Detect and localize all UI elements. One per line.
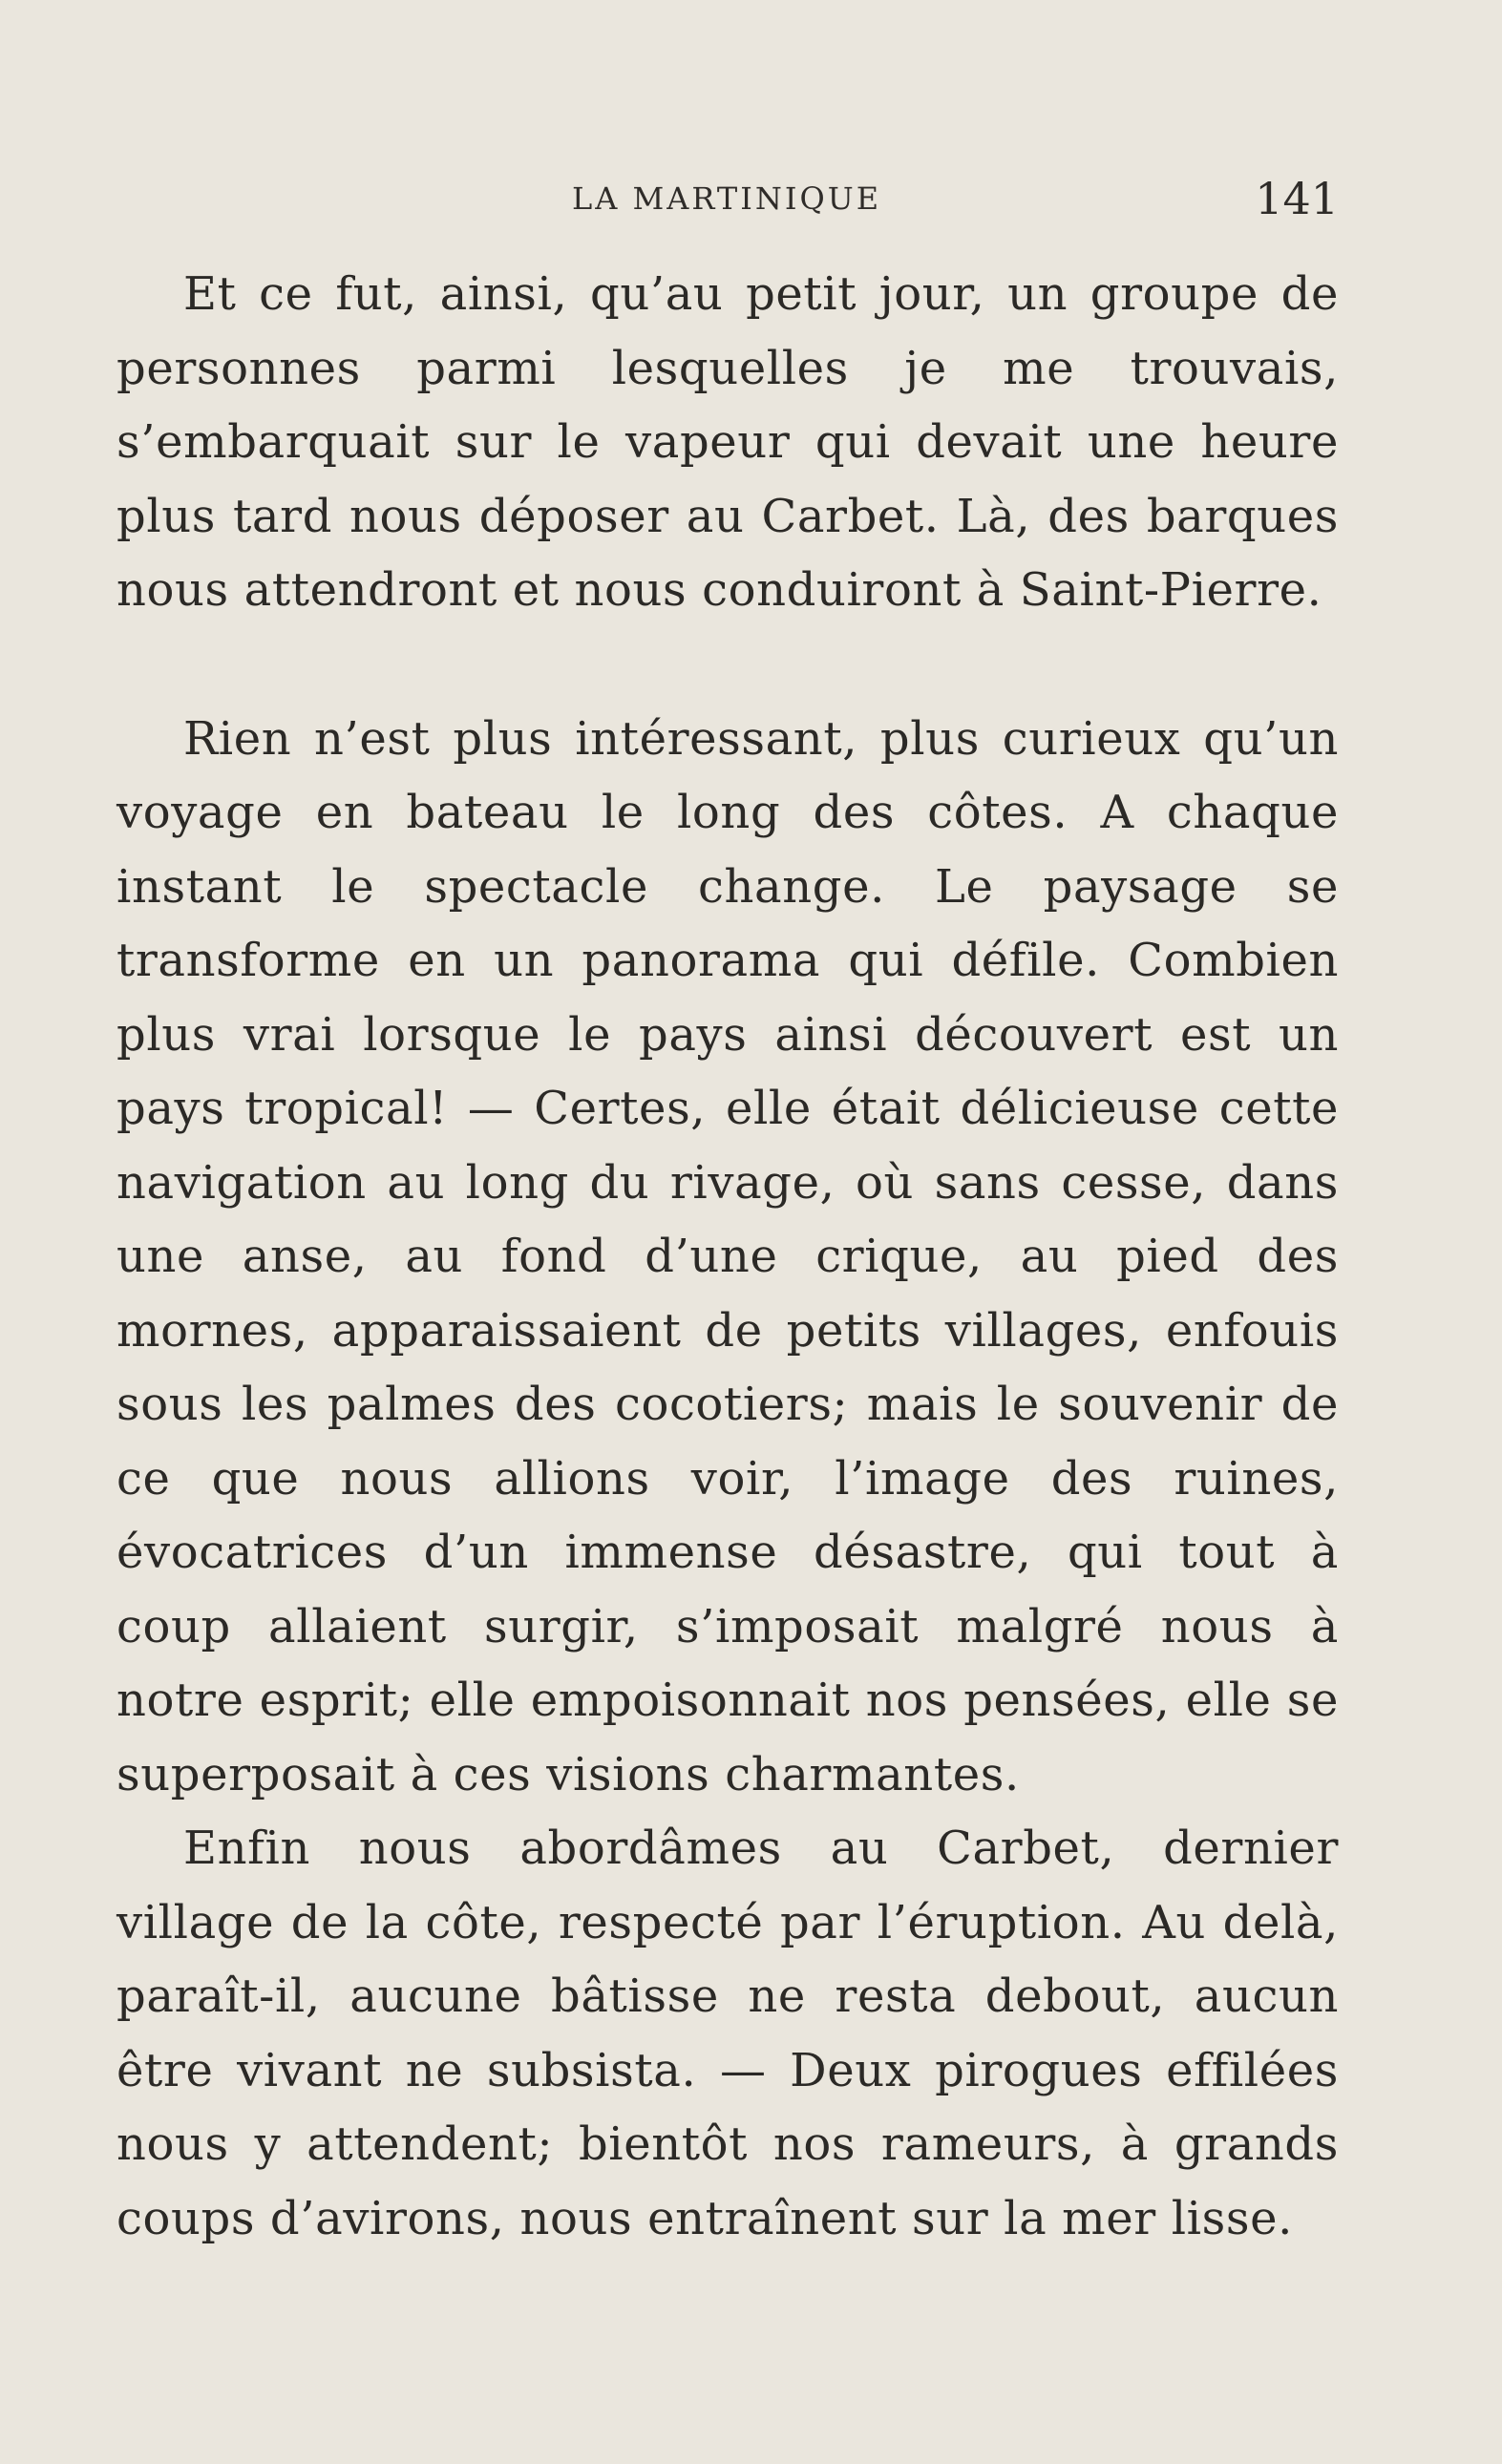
page-header [115, 173, 1339, 224]
body-text [116, 258, 1339, 2256]
page-number: 141 [1255, 173, 1339, 224]
paragraph-1: Et ce fut, ainsi, qu’au petit jour, un groupe de personnes parmi lesquelles je me trouvais, s’embarquait sur le vapeur qui devait une heure plus tard nous déposer au Carbet. Là, des barques nous attendront et nous conduiront à Saint-Pierre. [116, 267, 1339, 617]
running-title: LA MARTINIQUE [571, 180, 882, 217]
paragraph-2: Rien n’est plus intéressant, plus curieux qu’un voyage en bateau le long des côtes. A chaque instant le spectacle change. Le paysage se transforme en un panorama qui défile. Combien plus vrai lorsque le pays ainsi découvert est un pays tropical! — Certes, elle était délicieuse cette navigation au long du rivage, où sans cesse, dans une anse, au fond d’une crique, au pied des mornes, apparaissaient de petits villages, enfouis sous les palmes des cocotiers; mais le souvenir de ce que nous allions voir, l’image des ruines, évocatrices d’un immense désastre, qui tout à coup allaient surgir, s’imposait malgré nous à notre esprit; elle empoisonnait nos pensées, elle se superposait à ces visions charmantes. [116, 711, 1339, 1801]
paragraph-3: Enfin nous abordâmes au Carbet, dernier village de la côte, respecté par l’éruption. Au delà, paraît-il, aucune bâtisse ne resta debout, aucun être vivant ne subsista. — Deux pirogues effilées nous y attendent; bientôt nos rameurs, à grands coups d’avirons, nous entraînent sur la mer lisse. [116, 1822, 1339, 2245]
